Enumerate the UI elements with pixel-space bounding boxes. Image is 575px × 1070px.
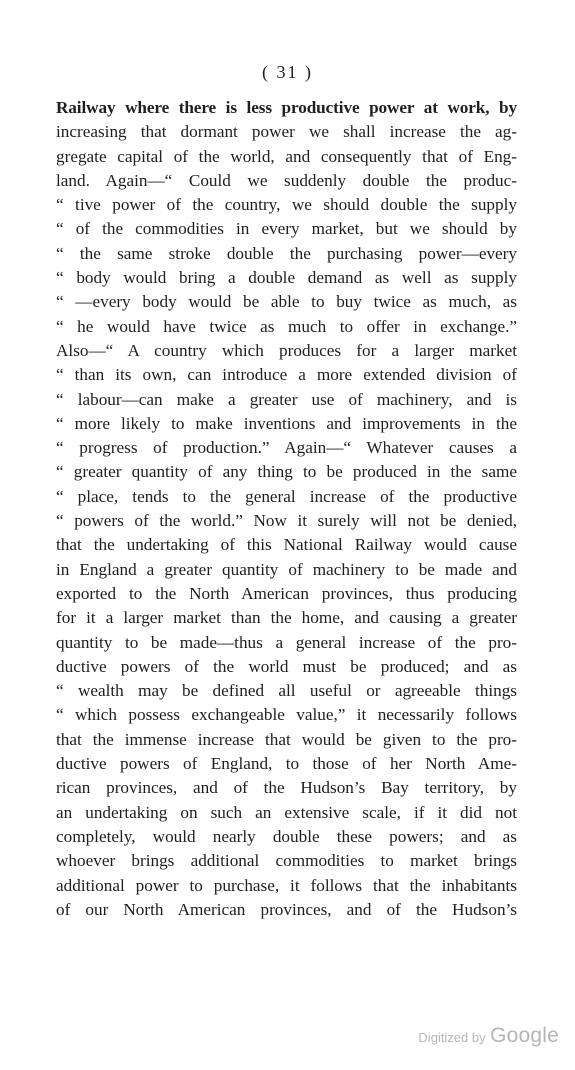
text-line: “ tive power of the country, we should double the supply: [56, 195, 517, 215]
text-line: “ wealth may be defined all useful or agreeable things: [56, 681, 517, 701]
text-line: an undertaking on such an extensive scale, if it did not: [56, 802, 517, 822]
text-line: completely, would nearly double these powers; and as: [56, 826, 517, 846]
google-wordmark: Google: [490, 1024, 559, 1047]
text-line: whoever brings additional commodities to market brings: [56, 851, 517, 871]
text-line: “ greater quantity of any thing to be produced in the same: [56, 462, 517, 482]
text-line: of our North American provinces, and of the Hudson’s: [56, 899, 517, 919]
body-text: [56, 96, 517, 922]
text-line: quantity to be made—thus a general increase of the pro-: [56, 632, 517, 652]
text-line: “ of the commodities in every market, but we should by: [56, 219, 517, 239]
text-line: ductive powers of England, to those of her North Ame-: [56, 754, 517, 774]
text-line: Also—“ A country which produces for a larger market: [56, 340, 517, 360]
text-line: that the undertaking of this National Railway would cause: [56, 535, 517, 555]
text-line: “ more likely to make inventions and improvements in the: [56, 413, 517, 433]
text-line: in England a greater quantity of machinery to be made and: [56, 559, 517, 579]
text-line: “ than its own, can introduce a more extended division of: [56, 365, 517, 385]
text-line: “ progress of production.” Again—“ Whatever causes a: [56, 438, 517, 458]
text-line: for it a larger market than the home, and causing a greater: [56, 608, 517, 628]
digitized-by-google-watermark: [418, 1024, 559, 1048]
text-line: Railway where there is less productive power at work, by: [56, 98, 517, 117]
text-line: “ body would bring a double demand as well as supply: [56, 268, 517, 288]
text-line: gregate capital of the world, and consequently that of Eng-: [56, 146, 517, 166]
text-line: “ he would have twice as much to offer in exchange.”: [56, 316, 517, 336]
text-line: “ place, tends to the general increase of the productive: [56, 486, 517, 506]
text-line: exported to the North American provinces, thus producing: [56, 583, 517, 603]
text-line: increasing that dormant power we shall increase the ag-: [56, 122, 517, 142]
text-line: that the immense increase that would be given to the pro-: [56, 729, 517, 749]
page-number: ( 31 ): [262, 62, 313, 82]
text-line: ductive powers of the world must be produced; and as: [56, 656, 517, 676]
text-line: “ —every body would be able to buy twice as much, as: [56, 292, 517, 312]
text-line: additional power to purchase, it follows that the inhabitants: [56, 875, 517, 895]
text-line: “ which possess exchangeable value,” it necessarily follows: [56, 705, 517, 725]
text-line: “ powers of the world.” Now it surely will not be denied,: [56, 511, 517, 531]
text-line: “ labour—can make a greater use of machinery, and is: [56, 389, 517, 409]
text-line: land. Again—“ Could we suddenly double the produc-: [56, 170, 517, 190]
text-line: “ the same stroke double the purchasing power—every: [56, 243, 517, 263]
text-line: rican provinces, and of the Hudson’s Bay territory, by: [56, 778, 517, 798]
watermark-prefix: Digitized by: [418, 1030, 486, 1045]
